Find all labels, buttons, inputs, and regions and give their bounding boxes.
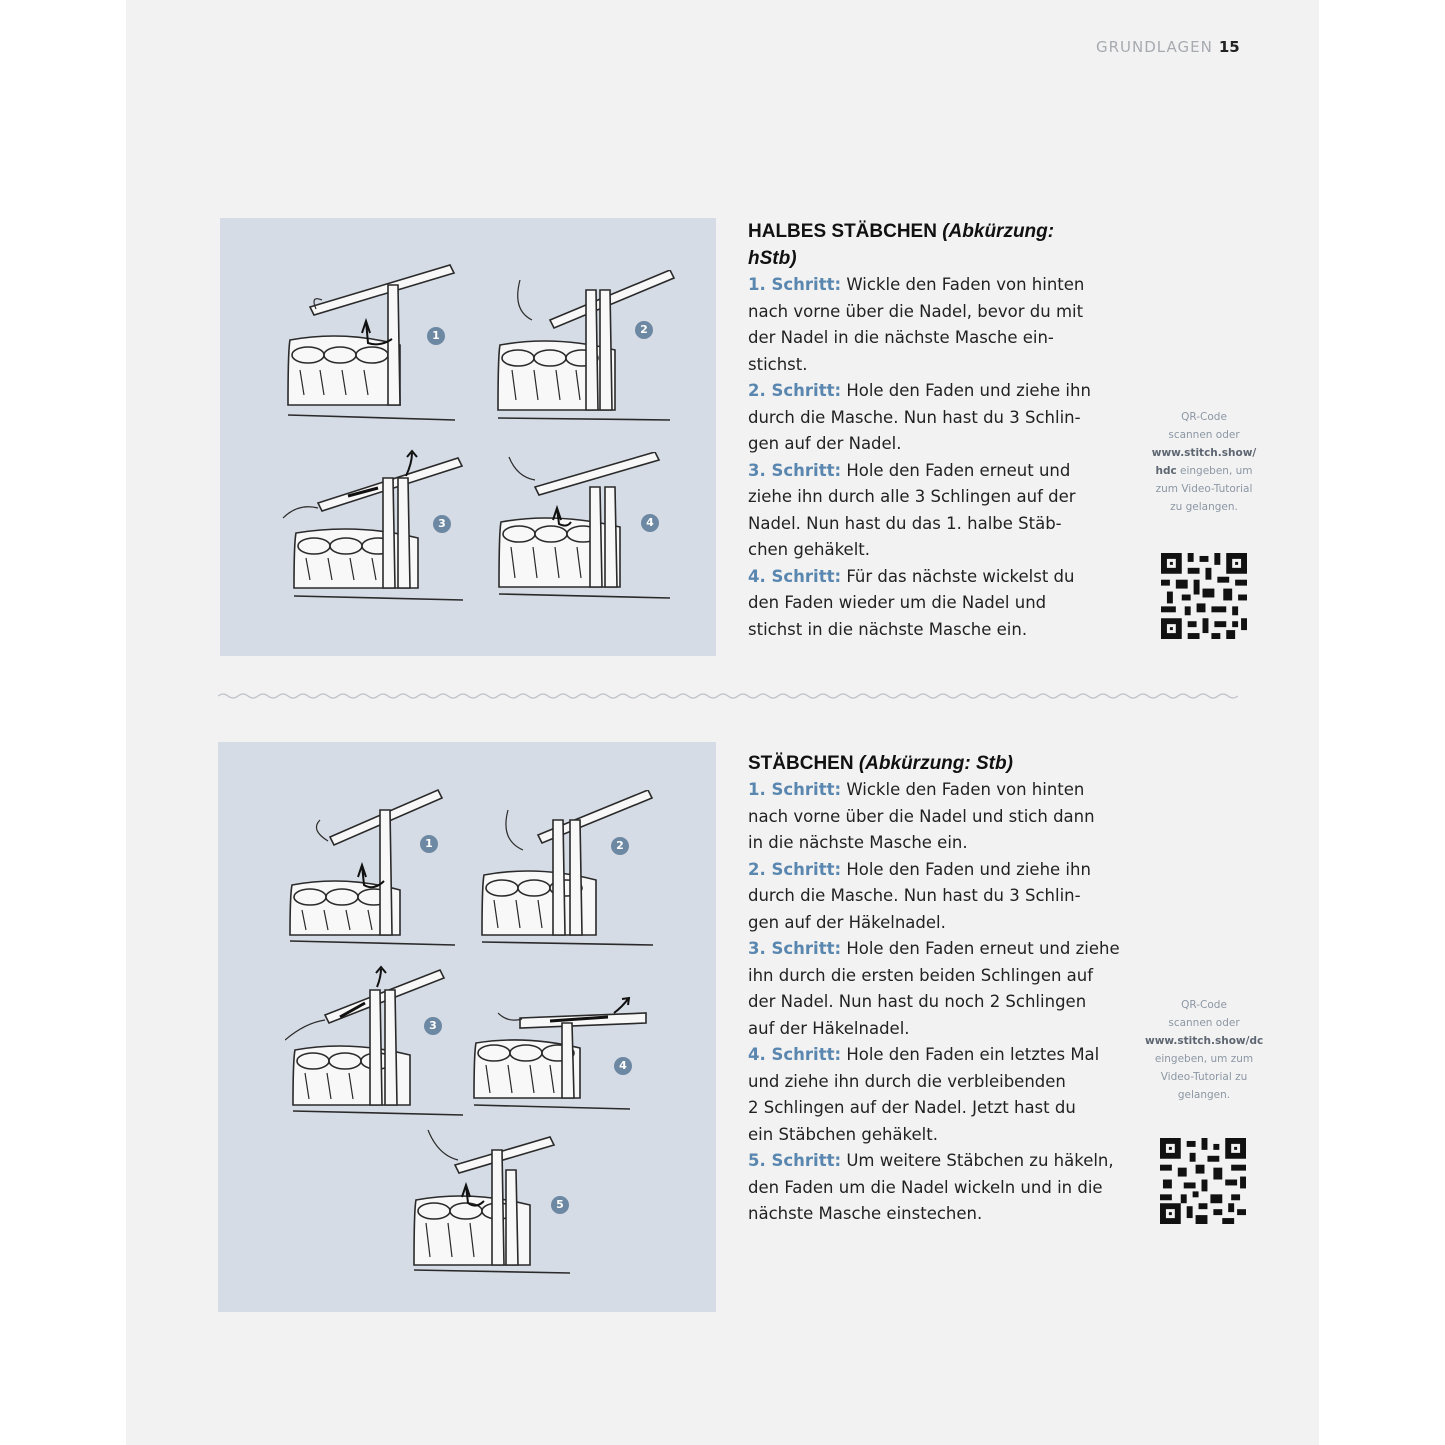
qr-note-stb: QR-Code scannen oder www.stitch.show/dc eingeben, um zum Video-Tutorial zu gelangen. [1145,999,1264,1101]
crochet-diagram-hstb-2 [490,270,675,430]
instructions-stb [748,750,1143,1228]
crochet-diagram-stb-4 [470,993,650,1113]
step-badge: 5 [551,1196,569,1214]
qr-code-stb[interactable] [1160,1138,1246,1224]
step-badge: 3 [433,515,451,533]
qr-code-hstb[interactable] [1161,553,1247,639]
instructions-hstb [748,218,1138,643]
running-header [1096,38,1240,56]
crochet-diagram-stb-3 [285,965,465,1120]
section-title-stb: STÄBCHEN (Abkürzung: Stb) [748,753,1013,774]
step-4: 4. Schritt: Für das nächste wickelst du den Faden wieder um die Nadel und stichst in die nächste Masche ein. [748,566,1075,639]
page-number: 15 [1218,38,1240,56]
step-4: 4. Schritt: Hole den Faden ein letztes Mal und ziehe ihn durch die verbleibenden 2 Schlingen auf der Nadel. Jetzt hast du ein Stäbchen gehäkelt. [748,1045,1100,1144]
crochet-diagram-stb-5 [410,1125,575,1275]
step-2: 2. Schritt: Hole den Faden und ziehe ihn durch die Masche. Nun hast du 3 Schlin- gen auf der Häkelnadel. [748,859,1091,932]
step-1: 1. Schritt: Wickle den Faden von hinten nach vorne über die Nadel und stich dann in die nächste Masche ein. [748,780,1095,852]
step-5: 5. Schritt: Um weitere Stäbchen zu häkeln, den Faden um die Nadel wickeln und in die nächste Masche einstechen. [748,1151,1114,1223]
step-badge: 1 [420,835,438,853]
step-badge: 2 [611,837,629,855]
crochet-diagram-stb-1 [280,785,460,950]
section-name: GRUNDLAGEN [1096,38,1213,56]
wavy-divider [218,690,1238,702]
step-3: 3. Schritt: Hole den Faden erneut und ziehe ihn durch alle 3 Schlingen auf der Nadel. Nun hast du das 1. halbe Stäb- chen gehäkelt. [748,460,1076,559]
step-1: 1. Schritt: Wickle den Faden von hinten nach vorne über die Nadel, bevor du mit der Nadel in die nächste Masche ein- stichst. [748,275,1085,374]
step-badge: 1 [427,327,445,345]
step-2: 2. Schritt: Hole den Faden und ziehe ihn durch die Masche. Nun hast du 3 Schlin- gen auf der Nadel. [748,381,1091,453]
section-title-hstb: HALBES STÄBCHEN (Abkürzung: hStb) [748,221,1055,269]
crochet-diagram-stb-2 [478,790,658,950]
step-badge: 4 [614,1057,632,1075]
qr-note-hstb: QR-Code scannen oder www.stitch.show/ hdc eingeben, um zum Video-Tutorial zu gelangen. [1151,411,1257,513]
step-badge: 3 [424,1017,442,1035]
step-badge: 4 [641,514,659,532]
step-3: 3. Schritt: Hole den Faden erneut und ziehe ihn durch die ersten beiden Schlingen auf der Nadel. Nun hast du noch 2 Schlingen auf der Häkelnadel. [748,939,1120,1038]
step-badge: 2 [635,321,653,339]
